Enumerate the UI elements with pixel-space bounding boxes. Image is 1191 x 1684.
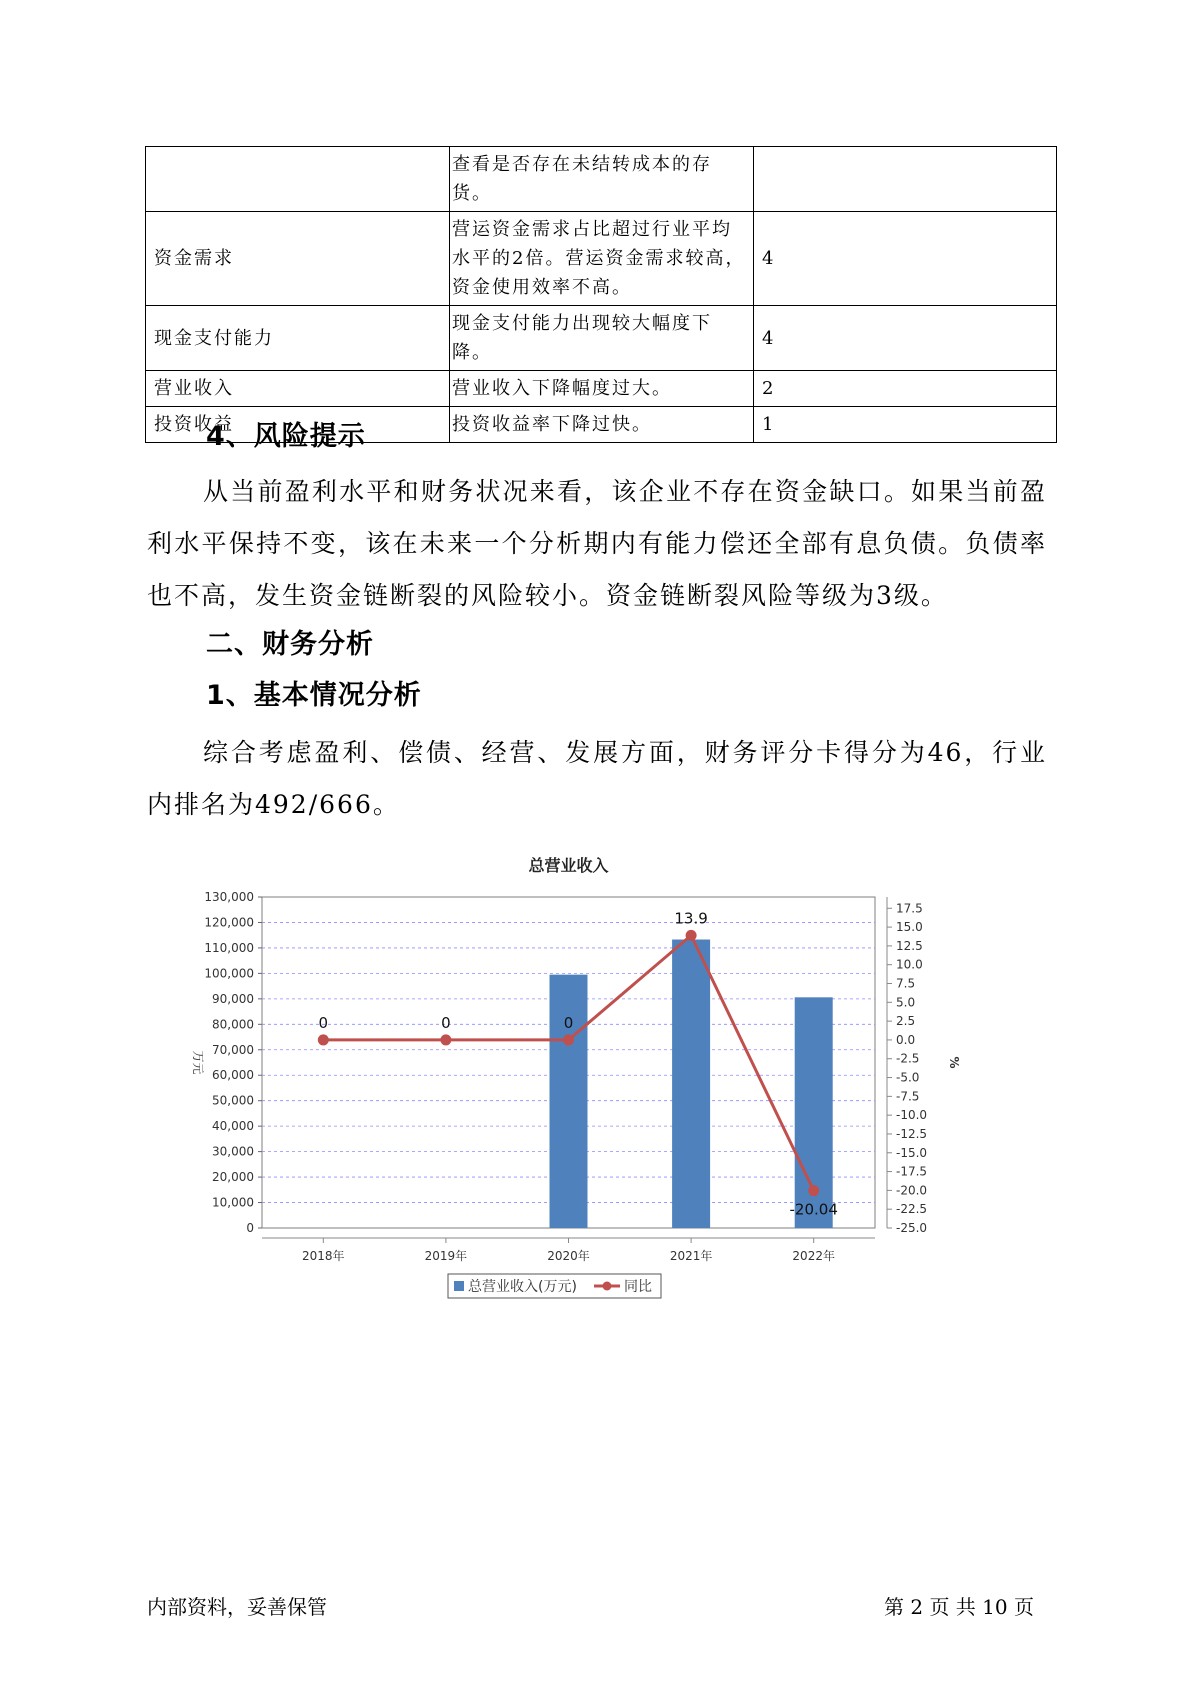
yoy-point: [808, 1185, 819, 1196]
y2-tick-label: -12.5: [896, 1126, 928, 1141]
revenue-bar: [550, 975, 588, 1228]
table-row: [146, 212, 1057, 306]
y-tick-label: 10,000: [212, 1195, 254, 1210]
x-tick-label: 2019年: [424, 1249, 468, 1263]
y2-tick-label: -5.0: [896, 1070, 920, 1085]
basic-heading: 1、基本情况分析: [206, 680, 422, 711]
risk-item-cell: 投资收益: [146, 407, 450, 443]
legend-line-marker: [603, 1282, 612, 1291]
y-tick-label: 20,000: [212, 1170, 254, 1185]
table-row: [146, 147, 1057, 212]
y2-tick-label: -17.5: [896, 1164, 928, 1179]
y-tick-label: 70,000: [212, 1042, 254, 1057]
risk-paragraph: 从当前盈利水平和财务状况来看，该企业不存在资金缺口。如果当前盈利水平保持不变，该在未来一个分析期内有能力偿还全部有息负债。负债率也不高，发生资金链断裂的风险较小。资金链断裂风险等级为3级。: [147, 477, 1047, 610]
y2-tick-label: -10.0: [896, 1108, 928, 1123]
footer-confidential: 内部资料，妥善保管: [147, 1595, 327, 1619]
risk-level-cell: 1: [754, 407, 1057, 443]
x-tick-label: 2020年: [547, 1249, 590, 1263]
risk-item-cell: 现金支付能力: [146, 306, 450, 371]
risk-item-cell: 营业收入: [146, 371, 450, 407]
y-tick-label: 120,000: [204, 915, 254, 930]
y-tick-label: 130,000: [204, 890, 254, 904]
chart-title: 总营业收入: [528, 856, 609, 875]
y2-tick-label: -7.5: [896, 1089, 920, 1104]
yoy-point: [563, 1034, 574, 1045]
x-tick-label: 2021年: [669, 1249, 713, 1263]
risk-desc-cell: 营运资金需求占比超过行业平均水平的2倍。营运资金需求较高，资金使用效率不高。: [450, 212, 754, 306]
yoy-data-label: 13.9: [674, 909, 708, 928]
y2-tick-label: -2.5: [896, 1051, 920, 1066]
y-tick-label: 50,000: [212, 1093, 254, 1108]
risk-heading: 4、风险提示: [206, 421, 366, 452]
risk-level-cell: 2: [754, 371, 1057, 407]
yoy-data-label: 0: [441, 1013, 451, 1032]
x-tick-label: 2018年: [302, 1249, 345, 1263]
y2-tick-label: -20.0: [896, 1183, 928, 1198]
yoy-point: [686, 930, 697, 941]
y-tick-label: 30,000: [212, 1144, 254, 1159]
table-row: [146, 371, 1057, 407]
y2-tick-label: -25.0: [896, 1221, 928, 1235]
y2-tick-label: 10.0: [896, 957, 923, 972]
y2-tick-label: 12.5: [896, 938, 923, 953]
y2-tick-label: 7.5: [896, 976, 916, 991]
table-row: [146, 306, 1057, 371]
y2-tick-label: -22.5: [896, 1202, 928, 1217]
risk-desc-cell: 查看是否存在未结转成本的存货。: [450, 147, 754, 212]
risk-level-cell: [754, 147, 1057, 212]
yoy-data-label: -20.04: [789, 1200, 838, 1219]
y-tick-label: 80,000: [212, 1017, 254, 1032]
y-tick-label: 100,000: [204, 966, 254, 981]
legend-line-label: 同比: [624, 1279, 652, 1295]
legend-bar-label: 总营业收入(万元): [468, 1279, 577, 1295]
revenue-bar: [672, 940, 710, 1228]
y2-tick-label: 17.5: [896, 901, 923, 916]
revenue-chart: [180, 845, 1050, 1305]
yoy-point: [318, 1034, 329, 1045]
y2-tick-label: 2.5: [896, 1014, 916, 1029]
y2-tick-label: 0.0: [896, 1032, 916, 1047]
y2-tick-label: -15.0: [896, 1145, 928, 1160]
risk-level-cell: 4: [754, 306, 1057, 371]
x-tick-label: 2022年: [792, 1249, 835, 1263]
risk-desc-cell: 现金支付能力出现较大幅度下降。: [450, 306, 754, 371]
y2-axis-label: %: [947, 1056, 961, 1069]
basic-paragraph: 综合考虑盈利、偿债、经营、发展方面，财务评分卡得分为46，行业内排名为492/666。: [147, 738, 1047, 819]
finance-heading: 二、财务分析: [206, 629, 374, 660]
footer-page-number: 第 2 页 共 10 页: [884, 1595, 1034, 1619]
y2-tick-label: 5.0: [896, 995, 916, 1010]
risk-item-cell: [146, 147, 450, 212]
yoy-point: [440, 1034, 451, 1045]
risk-desc-cell: 营业收入下降幅度过大。: [450, 371, 754, 407]
y-tick-label: 0: [246, 1221, 254, 1235]
y-tick-label: 60,000: [212, 1068, 254, 1083]
legend-bar-swatch: [454, 1281, 464, 1291]
y-tick-label: 90,000: [212, 991, 254, 1006]
yoy-data-label: 0: [563, 1013, 574, 1032]
risk-level-cell: 4: [754, 212, 1057, 306]
y2-tick-label: 15.0: [896, 920, 923, 935]
risk-item-cell: 资金需求: [146, 212, 450, 306]
risk-table: [145, 146, 1057, 443]
y-axis-label: 万元: [191, 1050, 205, 1075]
y-tick-label: 40,000: [212, 1119, 254, 1134]
risk-desc-cell: 投资收益率下降过快。: [450, 407, 754, 443]
y-tick-label: 110,000: [204, 940, 254, 955]
yoy-data-label: 0: [318, 1013, 329, 1032]
